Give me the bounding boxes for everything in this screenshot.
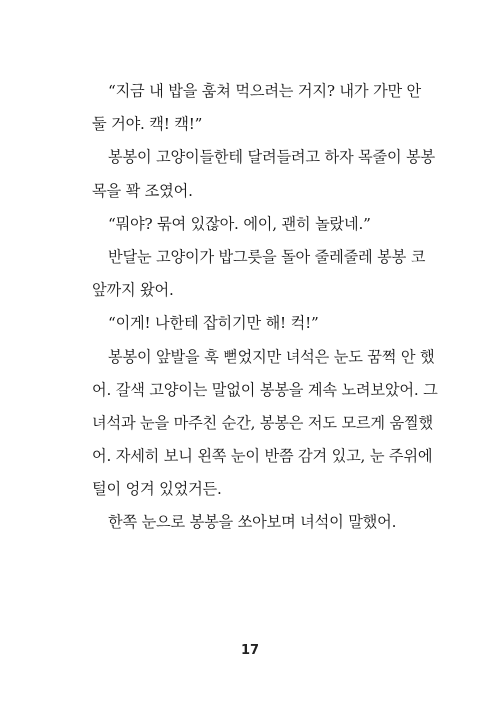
- text-line: 어. 자세히 보니 왼쪽 눈이 반쯤 감겨 있고, 눈 주위에: [92, 447, 433, 466]
- text-line: 봉봉이 고양이들한테 달려들려고 하자 목줄이 봉봉: [108, 148, 436, 167]
- text-line: 한쪽 눈으로 봉봉을 쏘아보며 녀석이 말했어.: [108, 513, 397, 532]
- text-line: “이게! 나한테 잡히기만 해! 컥!”: [108, 314, 319, 333]
- text-line: “지금 내 밥을 훔쳐 먹으려는 거지? 내가 가만 안: [108, 82, 422, 100]
- text-line: 털이 엉겨 있었거든.: [92, 480, 222, 499]
- text-line: 녀석과 눈을 마주친 순간, 봉봉은 저도 모르게 움찔했: [92, 413, 433, 432]
- text-line: “뭐야? 묶여 있잖아. 에이, 괜히 놀랐네.”: [108, 214, 371, 233]
- text-line: 앞까지 왔어.: [92, 281, 174, 300]
- text-line: 반달눈 고양이가 밥그릇을 돌아 줄레줄레 봉봉 코: [108, 247, 426, 266]
- text-line: 목을 꽉 조였어.: [92, 181, 193, 200]
- text-line: 봉봉이 앞발을 훅 뻗었지만 녀석은 눈도 꿈쩍 안 했: [108, 347, 435, 366]
- text-line: 둘 거야. 캑! 캑!”: [92, 115, 203, 134]
- text-line: 어. 갈색 고양이는 말없이 봉봉을 계속 노려보았어. 그: [92, 380, 438, 399]
- body-text: [92, 75, 438, 540]
- page-number: 17: [240, 643, 260, 658]
